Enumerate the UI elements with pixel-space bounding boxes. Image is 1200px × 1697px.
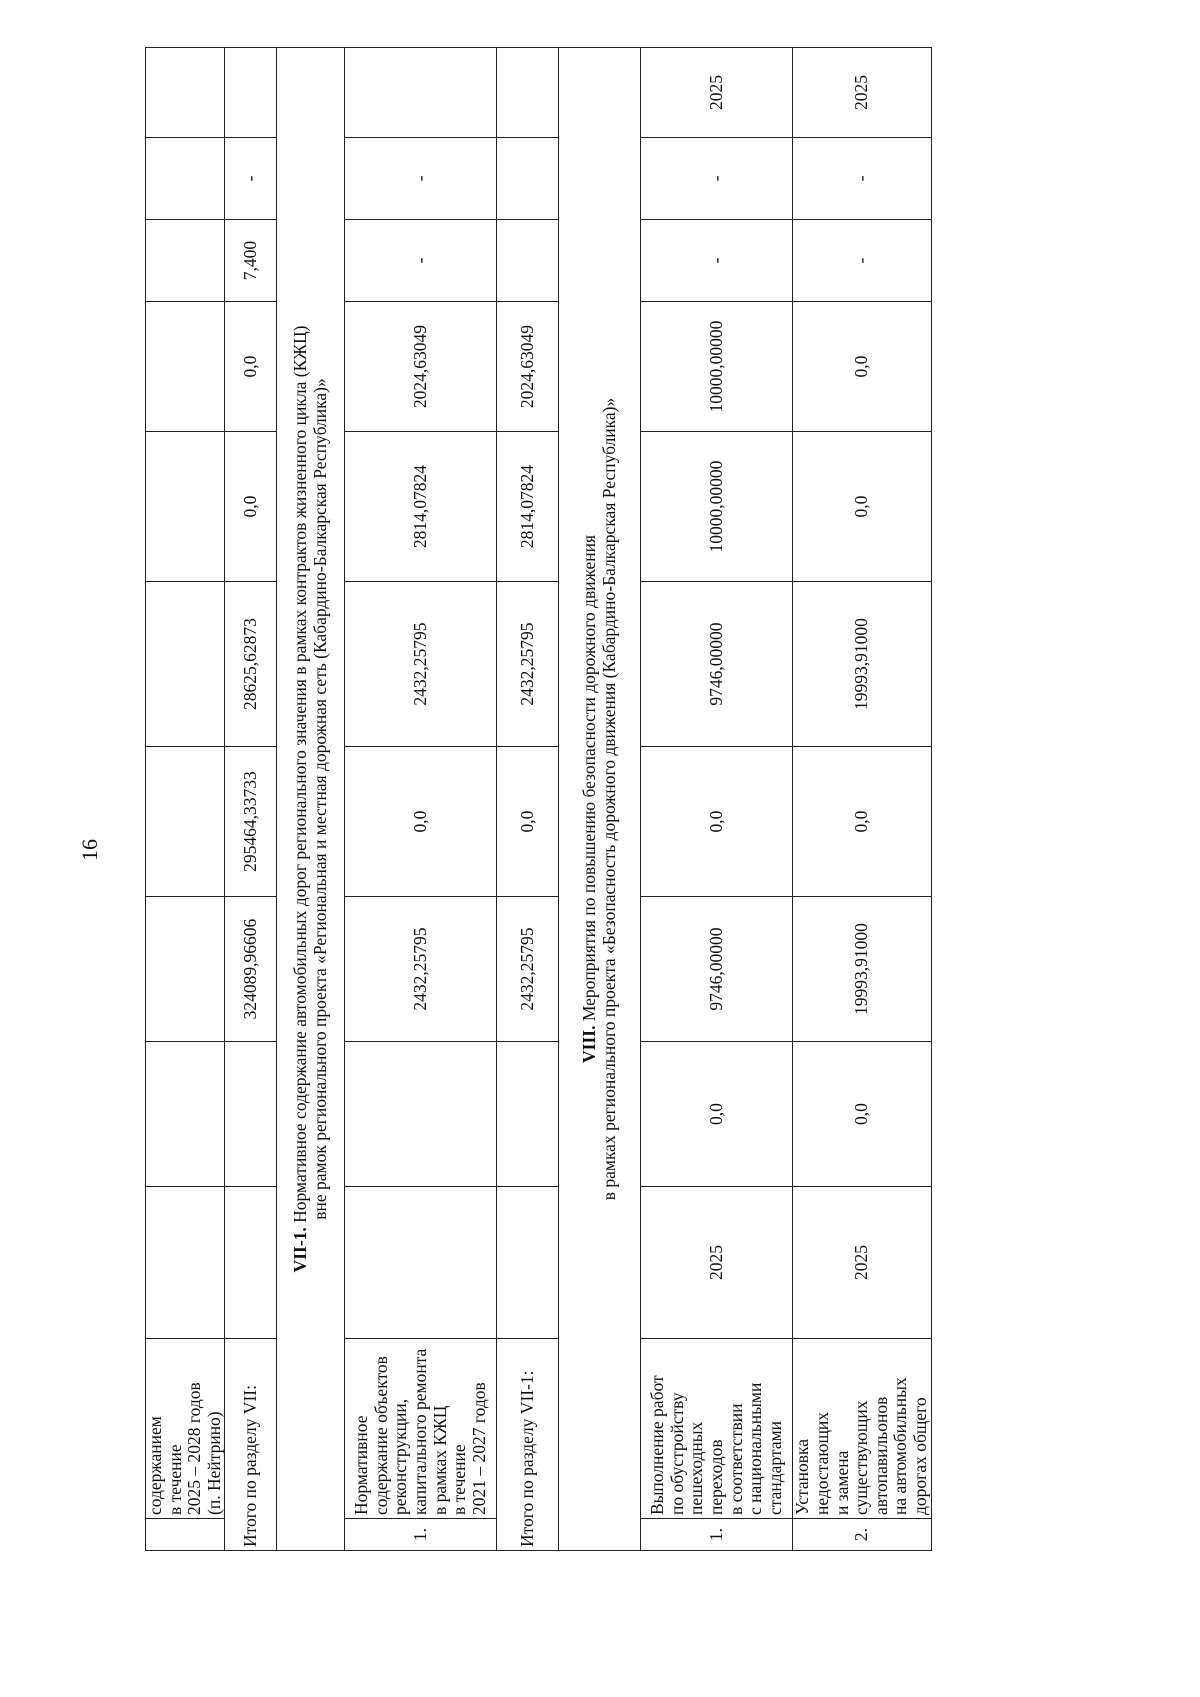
value-col5-cell xyxy=(146,747,225,897)
section-title: Мероприятия по повышению безопасности дорожного движения xyxy=(579,535,600,1026)
section-heading xyxy=(277,48,345,1551)
section-heading-line1 xyxy=(291,51,311,1547)
value-col8-cell: 10000,00000 xyxy=(641,302,793,432)
value-col6-cell: 28625,62873 xyxy=(225,582,277,747)
value-col6-cell: 19993,91000 xyxy=(793,582,931,747)
start-year-cell: 2025 xyxy=(641,1187,793,1339)
measure-name-line: по обустройству xyxy=(666,1392,687,1515)
value-col5-cell: 0,0 xyxy=(497,747,559,897)
measure-name-line: в рамках КЖЦ xyxy=(429,1405,450,1515)
end-year-cell xyxy=(345,48,497,138)
value-col10-cell: - xyxy=(641,138,793,220)
value-col3-cell xyxy=(225,1042,277,1187)
measure-name-line: пешеходных xyxy=(686,1421,707,1515)
measure-name-line: содержанием xyxy=(145,1416,165,1515)
section-title: Нормативное содержание автомобильных дорог регионального значения в рамках контрактов жизненного цикла (КЖЦ) xyxy=(290,325,311,1228)
value-col6-cell: 2432,25795 xyxy=(345,582,497,747)
value-col8-cell: 0,0 xyxy=(225,302,277,432)
value-col6-cell: 9746,00000 xyxy=(641,582,793,747)
program-table xyxy=(145,47,932,1551)
measure-name-line: Выполнение работ xyxy=(647,1375,668,1515)
value-col6-cell xyxy=(146,582,225,747)
measure-name-line: Нормативное xyxy=(351,1415,372,1515)
measure-name-line: на автомобильных xyxy=(890,1377,911,1515)
row-number xyxy=(146,1519,225,1551)
measure-name-line: в течение xyxy=(449,1444,470,1515)
row-number: 1. xyxy=(641,1519,793,1551)
value-col7-cell: 2814,07824 xyxy=(345,432,497,582)
value-col7-cell xyxy=(146,432,225,582)
measure-name-line: автопавильонов xyxy=(870,1396,891,1515)
section-header-row xyxy=(277,48,345,1551)
value-col5-cell: 0,0 xyxy=(641,747,793,897)
start-year-cell xyxy=(146,1187,225,1339)
table-row xyxy=(641,48,793,1551)
start-year-cell xyxy=(225,1187,277,1339)
measure-name-line: переходов xyxy=(706,1439,727,1515)
measure-name xyxy=(793,1339,931,1519)
value-col3-cell xyxy=(345,1042,497,1187)
value-col5-cell: 0,0 xyxy=(793,747,931,897)
value-col8-cell: 0,0 xyxy=(793,302,931,432)
end-year-cell: 2025 xyxy=(641,48,793,138)
value-col3-cell xyxy=(497,1042,559,1187)
value-col4-cell: 2432,25795 xyxy=(345,897,497,1042)
value-col10-cell xyxy=(497,138,559,220)
value-col10-cell: - xyxy=(793,138,931,220)
start-year-cell: 2025 xyxy=(793,1187,931,1339)
value-col4-cell xyxy=(146,897,225,1042)
measure-name xyxy=(345,1339,497,1519)
measure-name-line: капитального ремонта xyxy=(410,1348,431,1515)
start-year-cell xyxy=(497,1187,559,1339)
section-heading-line1 xyxy=(580,51,600,1547)
measure-name-line: 2021 – 2027 годов xyxy=(468,1382,489,1515)
value-col7-cell: 0,0 xyxy=(225,432,277,582)
end-year-cell xyxy=(497,48,559,138)
value-col5-cell: 295464,33733 xyxy=(225,747,277,897)
section-heading xyxy=(559,48,641,1551)
value-col4-cell: 2432,25795 xyxy=(497,897,559,1042)
rotated-table-container xyxy=(145,48,1105,1551)
value-col3-cell: 0,0 xyxy=(793,1042,931,1187)
measure-name-line: Установка xyxy=(792,1438,813,1515)
section-heading-line2: в рамках регионального проекта «Безопасность дорожного движения (Кабардино-Балкарская Республика)» xyxy=(598,397,619,1201)
value-col3-cell xyxy=(146,1042,225,1187)
table-row xyxy=(793,48,931,1551)
measure-name-line: и замена xyxy=(831,1450,852,1515)
start-year-cell xyxy=(345,1187,497,1339)
end-year-cell xyxy=(225,48,277,138)
end-year-cell: 2025 xyxy=(793,48,931,138)
measure-name-line: в течение xyxy=(164,1444,185,1515)
value-col9-cell: - xyxy=(641,220,793,302)
measure-name xyxy=(146,1339,225,1519)
value-col9-cell: - xyxy=(793,220,931,302)
value-col9-cell xyxy=(497,220,559,302)
value-col4-cell: 19993,91000 xyxy=(793,897,931,1042)
value-col10-cell xyxy=(146,138,225,220)
value-col3-cell: 0,0 xyxy=(641,1042,793,1187)
value-col7-cell: 0,0 xyxy=(793,432,931,582)
measure-name-line: недостающих xyxy=(811,1411,832,1515)
value-col9-cell: 7,400 xyxy=(225,220,277,302)
value-col7-cell: 2814,07824 xyxy=(497,432,559,582)
value-col7-cell: 10000,00000 xyxy=(641,432,793,582)
end-year-cell xyxy=(146,48,225,138)
total-row xyxy=(497,48,559,1551)
page-number: 16 xyxy=(77,839,102,861)
value-col10-cell: - xyxy=(225,138,277,220)
value-col4-cell: 324089,96606 xyxy=(225,897,277,1042)
section-number: VII-1. xyxy=(290,1227,311,1273)
section-number: VIII. xyxy=(579,1025,600,1063)
measure-name-line: содержание объектов xyxy=(370,1356,391,1515)
table-row xyxy=(146,48,225,1551)
value-col8-cell xyxy=(146,302,225,432)
value-col6-cell: 2432,25795 xyxy=(497,582,559,747)
measure-name xyxy=(641,1339,793,1519)
value-col9-cell: - xyxy=(345,220,497,302)
value-col9-cell xyxy=(146,220,225,302)
measure-name-line: стандартами xyxy=(764,1420,785,1515)
measure-name-line: (п. Нейтрино) xyxy=(203,1411,224,1515)
measure-name-line: с национальными xyxy=(745,1382,766,1515)
measure-name-line: реконструкции, xyxy=(390,1398,411,1515)
measure-name-line: существующих xyxy=(851,1400,872,1515)
value-col8-cell: 2024,63049 xyxy=(345,302,497,432)
total-label: Итого по разделу VII-1: xyxy=(497,1339,559,1551)
value-col8-cell: 2024,63049 xyxy=(497,302,559,432)
value-col4-cell: 9746,00000 xyxy=(641,897,793,1042)
value-col5-cell: 0,0 xyxy=(345,747,497,897)
total-row xyxy=(225,48,277,1551)
section-heading-line2: вне рамок регионального проекта «Региональная и местная дорожная сеть (Кабардино-Балкарская Республика)» xyxy=(309,378,330,1220)
table-row xyxy=(345,48,497,1551)
row-number: 1. xyxy=(345,1519,497,1551)
total-label: Итого по разделу VII: xyxy=(225,1339,277,1551)
row-number: 2. xyxy=(793,1519,931,1551)
value-col10-cell: - xyxy=(345,138,497,220)
measure-name-line: в соответствии xyxy=(725,1403,746,1515)
section-header-row xyxy=(559,48,641,1551)
measure-name-line: 2025 – 2028 годов xyxy=(184,1382,205,1515)
measure-name-line: дорогах общего xyxy=(909,1397,930,1515)
